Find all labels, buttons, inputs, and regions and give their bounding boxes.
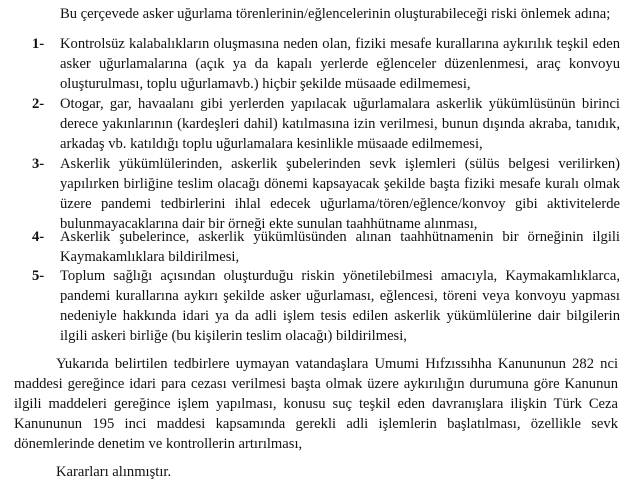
list-item-text: Kontrolsüz kalabalıkların oluşmasına neden olan, fiziki mesafe kurallarına aykırılık teşkil eden asker uğurlamalarına (açık ya da kapalı yerlerde eğlenceler düzenlenmesi, araç konvoyu oluşturulması, toplu uğurlamavb.) hiçbir şekilde müsaade edilmemesi, [60,36,620,92]
intro-sentence: Bu çerçevede asker uğurlama törenlerinin/eğlencelerinin oluşturabileceği riski önlemek adına; [60,6,611,22]
list-item-number: 5- [32,268,45,284]
list-item [32,266,620,346]
list-item-number: 2- [32,96,45,112]
closing-line: Kararları alınmıştır. [56,464,172,480]
list-item [32,34,620,94]
list-item [32,154,620,234]
list-item-number: 4- [32,229,45,245]
list-item-text: Toplum sağlığı açısından oluşturduğu riskin yönetilebilmesi amacıyla, Kaymakamlıklarca, pandemi kurallarına aykırı şekilde asker uğurlaması, eğlencesi, töreni veya konvoyu yapması nedeniyle hakkında idari ya da adli işlem tesis edilen askerlik yükümlülerine dair bilgilerin ilgili askeri birliğe (bu kişilerin teslim olacağı) bildirilmesi, [60,268,620,344]
list-item [32,94,620,154]
list-item [32,227,620,267]
list-item-number: 1- [32,36,45,52]
list-item-text: Otogar, gar, havaalanı gibi yerlerden yapılacak uğurlamalara askerlik yükümlüsünün birinci derece yakınlarının (kardeşleri dahil) katılmasına izin verilmesi, bunun dışında akraba, tanıdık, arkadaş vb. katıldığı toplu uğurlamalara kesinlikle müsaade edilmemesi, [60,96,620,152]
summary-paragraph: Yukarıda belirtilen tedbirlere uymayan vatandaşlara Umumi Hıfzıssıhha Kanununun 282 nci maddesi gereğince idari para cezası verilmesi başta olmak üzere aykırılığın durumuna göre Kanunun ilgili maddeleri gereğince işlem yapılması, konusu suç teşkil eden davranışlara ilişkin Türk Ceza Kanununun 195 inci maddesi kapsamında gerekli adli işlemlerin başlatılması, özellikle sevk dönemlerinde denetim ve kontrollerin artırılması, [14,356,618,452]
list-item-number: 3- [32,156,45,172]
list-item-text: Askerlik şubelerince, askerlik yükümlüsünden alınan taahhütnamenin bir örneğinin ilgili Kaymakamlıklara bildirilmesi, [60,229,620,265]
list-item-text: Askerlik yükümlülerinden, askerlik şubelerinden sevk işlemleri (sülüs belgesi verilirken) yapılırken birliğine teslim olacağı dönemi kapsayacak şekilde başta fiziki mesafe kuralı olmak üzere pandemi tedbirlerini ihlal edecek uğurlama/tören/eğlence/konvoy gibi aktivitelerde bulunmayacaklarına dair bir örneği ekte sunulan taahhütname alınması, [60,156,620,232]
